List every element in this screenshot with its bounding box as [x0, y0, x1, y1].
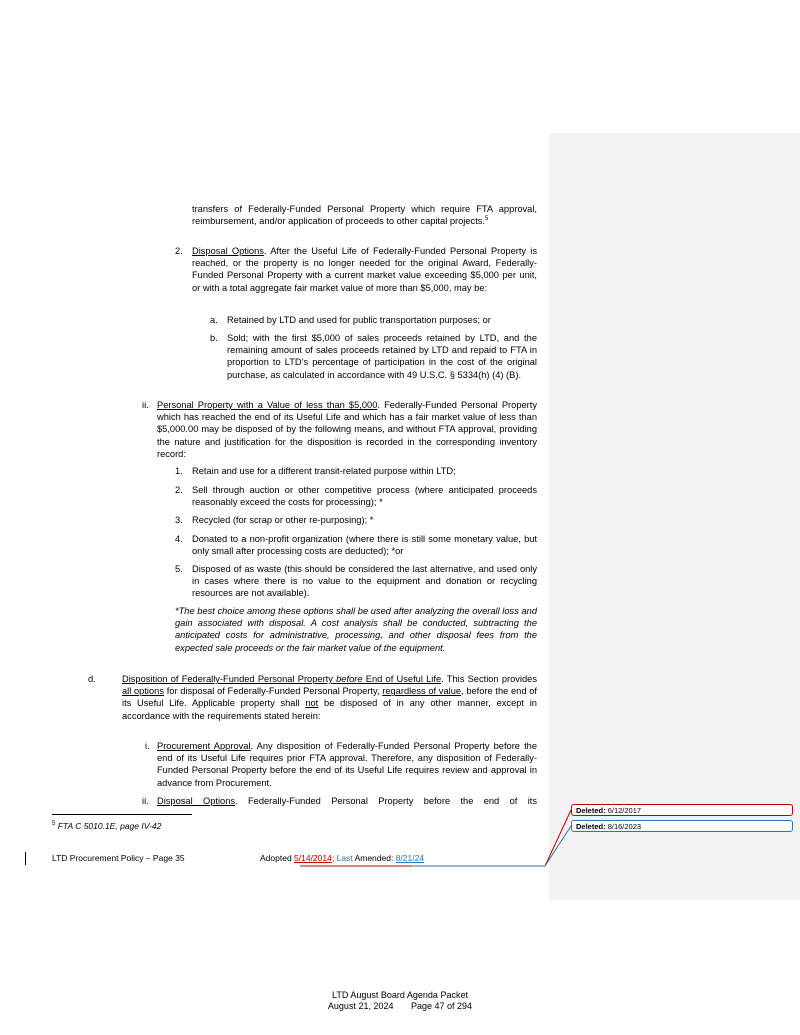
paragraph-retained: Retained by LTD and used for public transportation purposes; or	[227, 315, 491, 325]
list-item: Recycled (for scrap or other re-purposing); *	[192, 515, 374, 525]
paragraph-transfers: transfers of Federally-Funded Personal Property which require FTA approval, reimbursement, and/or application of proceeds to other capital projects.$^5$	[192, 204, 537, 227]
list-number: 2.	[175, 485, 183, 495]
list-item: Sell through auction or other competitive process (where anticipated proceeds reasonably exceed the costs for processing); *	[192, 485, 537, 508]
list-number: 4.	[175, 534, 183, 544]
heading-disposition: Disposition of Federally-Funded Personal Property before End of Useful Life	[122, 674, 442, 684]
list-item: Retain and use for a different transit-related purpose within LTD;	[192, 466, 456, 476]
list-number: 5.	[175, 564, 183, 574]
paragraph-before-end-of-life: Disposition of Federally-Funded Personal Property before End of Useful Life. This Section provides all options for disposal of Federally-Funded Personal Property, regardless of value, before the end of its Useful Life. Applicable property shall not be disposed of in any other manner, except in accordance with the requirements stated herein:	[122, 674, 537, 721]
packet-date-page: August 21, 2024 Page 47 of 294	[327, 1001, 473, 1011]
list-number: 1.	[175, 466, 183, 476]
paragraph-disposal-options-before: Disposal Options. Federally-Funded Personal Property before the end of its	[157, 796, 537, 806]
heading-procurement-approval: Procurement Approval	[157, 741, 251, 751]
list-item: Disposed of as waste (this should be considered the last alternative, and used only in cases where there is no value to the equipment and donation or recycling resources are not available).	[192, 564, 537, 599]
heading-disposal-options: Disposal Options	[192, 246, 264, 256]
list-letter: a.	[210, 315, 218, 325]
comment-balloon-deleted-2[interactable]: Deleted: 8/16/2023	[571, 820, 793, 832]
packet-footer	[300, 990, 500, 1012]
list-roman: ii.	[142, 796, 149, 806]
list-number: 2.	[175, 246, 183, 256]
paragraph-sold: Sold; with the first $5,000 of sales proceeds retained by LTD, and the remaining amount of sales proceeds retained by LTD and repaid to FTA in proportion to LTD’s percentage of participation in the cost of the original purchase, as calculated in accordance with 49 U.S.C. § 5334(h) (4) (B).	[227, 333, 537, 380]
connector-red	[300, 810, 571, 866]
heading-less-than-5000: Personal Property with a Value of less than $5,000	[157, 400, 378, 410]
list-roman: ii.	[142, 400, 149, 410]
list-number: 3.	[175, 515, 183, 525]
footnote-ref[interactable]: 5	[485, 216, 489, 223]
heading-disposal-options-ii: Disposal Options	[157, 796, 236, 806]
list-roman: i.	[145, 741, 150, 751]
list-letter: b.	[210, 333, 218, 343]
list-item: Donated to a non-profit organization (where there is still some monetary value, but only small after processing costs are deducted); *or	[192, 534, 537, 557]
connector-blue	[412, 826, 571, 866]
footer-page-label: LTD Procurement Policy – Page 35	[52, 853, 185, 863]
packet-title: LTD August Board Agenda Packet	[332, 990, 468, 1000]
cost-analysis-note: *The best choice among these options shall be used after analyzing the overall loss and gain associated with disposal. A cost analysis shall be conducted, subtracting the anticipated costs for administrative, processing, and other disposal fees from the expected sale proceeds or the fair market value of the equipment.	[175, 606, 537, 653]
list-letter: d.	[88, 674, 96, 684]
paragraph-disposal-options: Disposal Options. After the Useful Life of Federally-Funded Personal Property is reached, or the property is no longer needed for the original Award, Federally-Funded Personal Property with a current market value exceeding $5,000 per unit, or with a total aggregate fair market value of more than $5,000, may be:	[192, 246, 538, 293]
footer-revision: Adopted 5/14/2014; Last Amended: 8/21/24	[260, 853, 425, 863]
footnote: $^5$ FTA C 5010.1E, page IV-42	[52, 821, 162, 831]
comment-balloon-deleted-1[interactable]: Deleted: 6/12/2017	[571, 804, 793, 816]
paragraph-less-than-5000: Personal Property with a Value of less than $5,000. Federally-Funded Personal Property which has reached the end of its Useful Life and which has a fair market value of less than $5,000.00 may be disposed of by the following means, and without FTA approval, providing the nature and justification for the disposition is recorded in the corresponding inventory record:	[157, 400, 537, 459]
paragraph-procurement-approval: Procurement Approval. Any disposition of Federally-Funded Personal Property before the end of its Useful Life requires prior FTA approval. Therefore, any disposition of Federally-Funded Personal Property before the end of its Useful Life requires review and approval in advance from Procurement.	[157, 741, 537, 788]
